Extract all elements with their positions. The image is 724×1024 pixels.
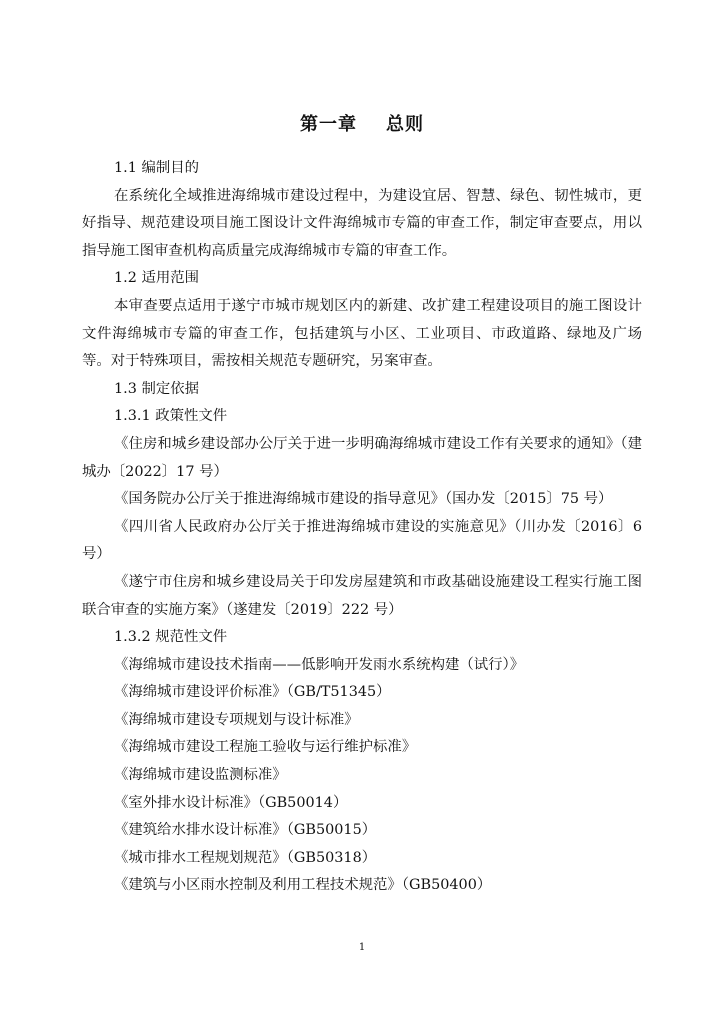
section-heading-1-3: 1.3 制定依据 [114, 380, 200, 397]
document-body [82, 155, 642, 900]
policy-document-item: 《遂宁市住房和城乡建设局关于印发房屋建筑和市政基础设施建设工程实行施工图联合审查的实施方案》（遂建发〔2019〕222 号） [82, 573, 642, 618]
standard-document-item: 《建筑与小区雨水控制及利用工程技术规范》（GB50400） [114, 877, 492, 894]
section-heading-1-3-2: 1.3.2 规范性文件 [114, 629, 228, 646]
section-body-1-2: 本审查要点适用于遂宁市城市规划区内的新建、改扩建工程建设项目的施工图设计文件海绵城市专篇的审查工作，包括建筑与小区、工业项目、市政道路、绿地及广场等。对于特殊项目，需按相关规范专题研究，另案审查。 [82, 297, 642, 370]
standard-document-item: 《海绵城市建设监测标准》 [114, 767, 287, 784]
chapter-title: 第一章 总则 [299, 114, 425, 135]
standard-document-item: 《室外排水设计标准》（GB50014） [114, 794, 348, 811]
policy-document-item: 《四川省人民政府办公厅关于推进海绵城市建设的实施意见》（川办发〔2016〕6号） [82, 518, 642, 563]
standard-document-item: 《城市排水工程规划规范》（GB50318） [114, 849, 377, 866]
policy-document-item: 《住房和城乡建设部办公厅关于进一步明确海绵城市建设工作有关要求的通知》（建城办〔2022〕17 号） [82, 435, 642, 480]
section-heading-1-2: 1.2 适用范围 [114, 270, 200, 287]
section-heading-1-1: 1.1 编制目的 [114, 160, 200, 176]
policy-document-item: 《国务院办公厅关于推进海绵城市建设的指导意见》（国办发〔2015〕75 号） [114, 491, 613, 508]
standard-document-item: 《海绵城市建设工程施工验收与运行维护标准》 [114, 739, 417, 756]
section-body-1-1: 在系统化全域推进海绵城市建设过程中，为建设宜居、智慧、绿色、韧性城市，更好指导、规范建设项目施工图设计文件海绵城市专篇的审查工作，制定审查要点，用以指导施工图审查机构高质量完成海绵城市专篇的审查工作。 [82, 187, 642, 259]
standard-document-item: 《海绵城市建设技术指南——低影响开发雨水系统构建（试行）》 [114, 656, 525, 673]
page-number: 1 [358, 942, 366, 953]
standard-document-item: 《海绵城市建设专项规划与设计标准》 [114, 711, 359, 728]
standard-document-item: 《海绵城市建设评价标准》（GB/T51345） [114, 684, 391, 701]
section-heading-1-3-1: 1.3.1 政策性文件 [114, 408, 228, 425]
standard-document-item: 《建筑给水排水设计标准》（GB50015） [114, 822, 377, 839]
